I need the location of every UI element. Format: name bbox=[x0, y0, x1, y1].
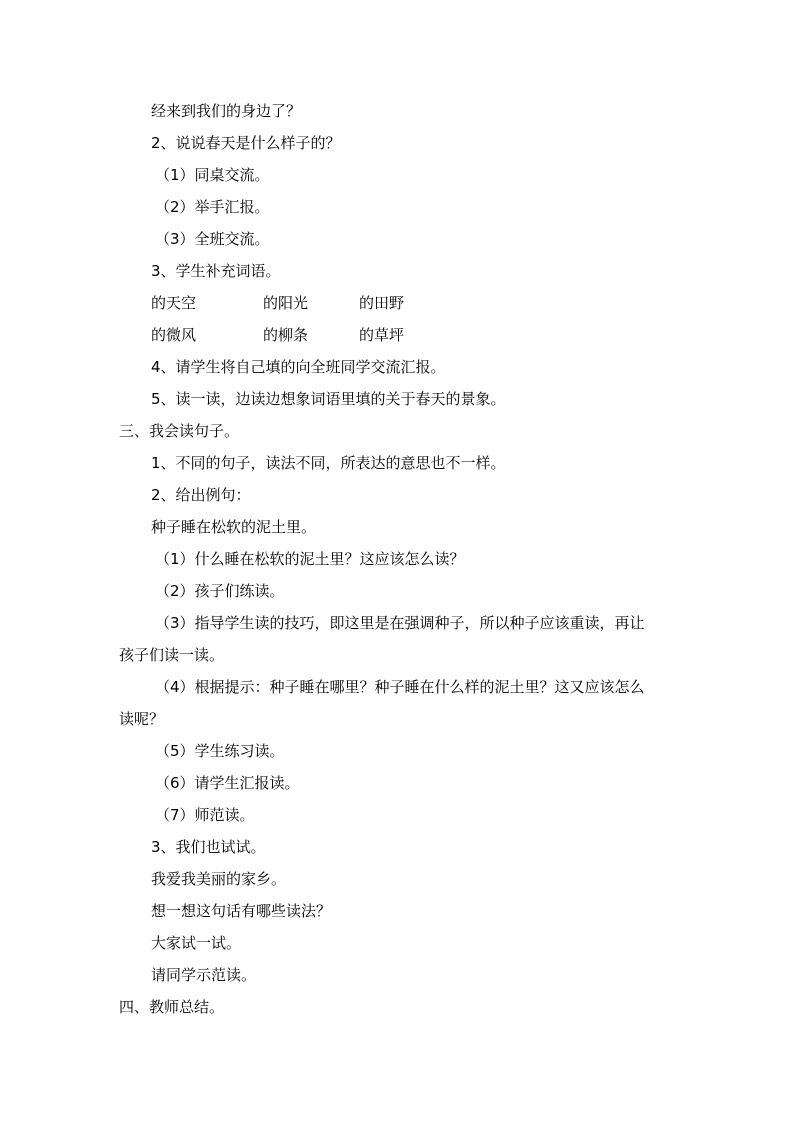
text-line: 4、请学生将自己填的向全班同学交流汇报。 bbox=[151, 358, 446, 376]
text-line: 3、我们也试试。 bbox=[151, 838, 266, 856]
text-line: （5）学生练习读。 bbox=[155, 742, 285, 760]
word-cell: 的田野 bbox=[359, 294, 405, 312]
text-line: （1）什么睡在松软的泥土里？这应该怎么读？ bbox=[155, 550, 465, 568]
text-line: （3）全班交流。 bbox=[155, 230, 270, 248]
text-line: 请同学示范读。 bbox=[151, 966, 257, 984]
word-cell: 的柳条 bbox=[263, 326, 309, 344]
word-row bbox=[151, 293, 471, 313]
word-cell: 的草坪 bbox=[359, 326, 405, 344]
text-line: 5、读一读，边读边想象词语里填的关于春天的景象。 bbox=[151, 390, 506, 408]
text-line: （6）请学生汇报读。 bbox=[155, 774, 300, 792]
text-line: 2、说说春天是什么样子的？ bbox=[151, 134, 341, 152]
word-cell: 的阳光 bbox=[263, 294, 309, 312]
example-sentence: 我爱我美丽的家乡。 bbox=[151, 870, 287, 888]
text-line: （7）师范读。 bbox=[155, 806, 255, 824]
text-line: 读呢？ bbox=[119, 710, 165, 728]
word-cell: 的微风 bbox=[151, 326, 197, 344]
text-line: （2）孩子们练读。 bbox=[155, 582, 285, 600]
text-line: 3、学生补充词语。 bbox=[151, 262, 281, 280]
section-heading: 四、教师总结。 bbox=[119, 998, 225, 1016]
text-line: 大家试一试。 bbox=[151, 934, 242, 952]
text-line: （2）举手汇报。 bbox=[155, 198, 270, 216]
text-line: 孩子们读一读。 bbox=[119, 646, 225, 664]
text-line: 经来到我们的身边了？ bbox=[151, 102, 302, 120]
example-sentence: 种子睡在松软的泥土里。 bbox=[151, 518, 317, 536]
word-cell: 的天空 bbox=[151, 294, 197, 312]
text-line: 2、给出例句： bbox=[151, 486, 251, 504]
word-row bbox=[151, 325, 471, 345]
text-line: （1）同桌交流。 bbox=[155, 166, 270, 184]
section-heading: 三、我会读句子。 bbox=[119, 422, 240, 440]
text-line: 想一想这句话有哪些读法？ bbox=[151, 902, 332, 920]
text-line: （3）指导学生读的技巧，即这里是在强调种子，所以种子应该重读，再让 bbox=[155, 614, 645, 632]
text-line: （4）根据提示：种子睡在哪里？种子睡在什么样的泥土里？这又应该怎么 bbox=[155, 678, 645, 696]
text-line: 1、不同的句子，读法不同，所表达的意思也不一样。 bbox=[151, 454, 506, 472]
